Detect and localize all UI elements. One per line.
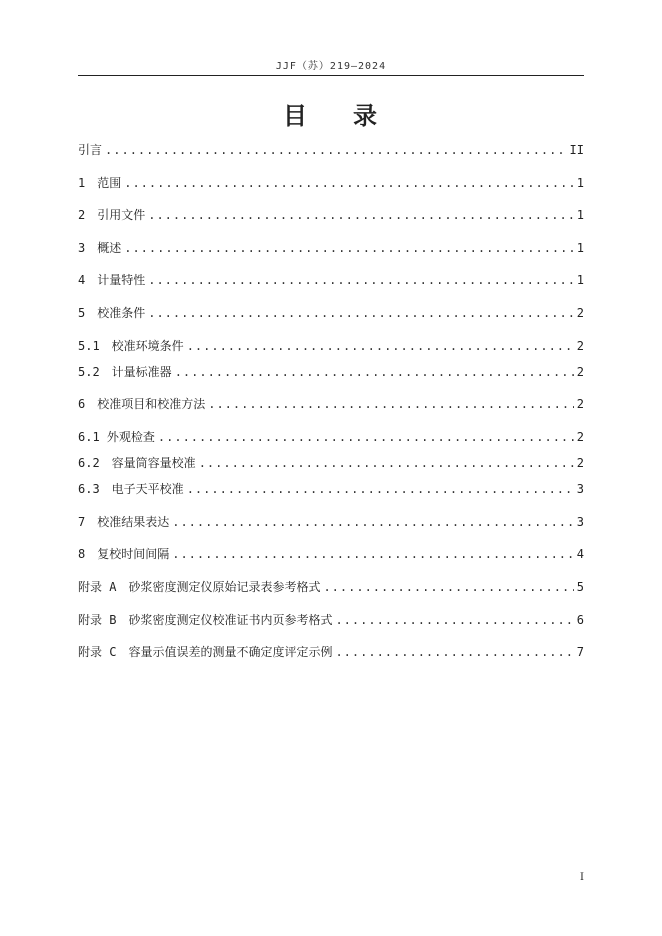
toc-entry-label: 5.2 计量标准器 <box>78 365 172 379</box>
toc-entry-label: 6 校准项目和校准方法 <box>78 397 206 411</box>
toc-leader-dots <box>208 395 574 413</box>
toc-leader-dots <box>335 643 573 661</box>
toc-entry-result-expression[interactable] <box>78 513 584 531</box>
toc-entry-page: 3 <box>576 515 584 529</box>
page-number: I <box>580 872 584 883</box>
toc-leader-dots <box>187 337 574 355</box>
toc-entry-calibration-items-methods[interactable] <box>78 395 584 413</box>
toc-entry-label: 6.3 电子天平校准 <box>78 482 184 496</box>
toc-entry-page: 2 <box>576 430 584 444</box>
toc-entry-label: 附录 B 砂浆密度测定仪校准证书内页参考格式 <box>78 613 333 627</box>
toc-entry-label: 4 计量特性 <box>78 273 146 287</box>
toc-entry-page: 2 <box>576 339 584 353</box>
toc-leader-dots <box>148 271 574 289</box>
toc-entry-calibration-conditions[interactable] <box>78 304 584 322</box>
toc-entry-label: 5 校准条件 <box>78 306 146 320</box>
toc-entry-label: 引言 <box>78 143 103 157</box>
toc-entry-label: 8 复校时间间隔 <box>78 547 170 561</box>
toc-entry-label: 附录 A 砂浆密度测定仪原始记录表参考格式 <box>78 580 321 594</box>
toc-leader-dots <box>124 174 574 192</box>
toc-entry-label: 6.2 容量筒容量校准 <box>78 456 196 470</box>
toc-entry-overview[interactable] <box>78 239 584 257</box>
toc-entry-label: 3 概述 <box>78 241 122 255</box>
toc-entry-page: 5 <box>576 580 584 594</box>
toc-leader-dots <box>148 206 574 224</box>
toc-leader-dots <box>172 545 574 563</box>
toc-entry-measurement-standards[interactable] <box>78 363 584 381</box>
toc-entry-appendix-a[interactable] <box>78 578 584 596</box>
toc-entry-page: 6 <box>576 613 584 627</box>
toc-entry-preface[interactable] <box>78 141 584 159</box>
title-char-1: 目 <box>283 102 309 130</box>
toc-entry-balance-calibration[interactable] <box>78 480 584 498</box>
toc-leader-dots <box>124 239 574 257</box>
toc-leader-dots <box>148 304 574 322</box>
title-char-2: 录 <box>353 102 379 130</box>
toc-entry-page: 1 <box>576 273 584 287</box>
toc-leader-dots <box>158 428 574 446</box>
toc-entry-appendix-b[interactable] <box>78 611 584 629</box>
toc-entry-page: 7 <box>576 645 584 659</box>
toc-entry-page: 1 <box>576 176 584 190</box>
toc-entry-page: 1 <box>576 241 584 255</box>
toc-entry-page: 1 <box>576 208 584 222</box>
toc-entry-environment-conditions[interactable] <box>78 337 584 355</box>
toc-entry-page: 2 <box>576 306 584 320</box>
toc-entry-appendix-c[interactable] <box>78 643 584 661</box>
toc-entry-page: 2 <box>576 397 584 411</box>
toc-entry-references[interactable] <box>78 206 584 224</box>
toc-entry-recalibration-interval[interactable] <box>78 545 584 563</box>
toc-leader-dots <box>105 141 567 159</box>
toc-entry-label: 6.1 外观检查 <box>78 430 155 444</box>
toc-leader-dots <box>335 611 573 629</box>
toc-entry-label: 2 引用文件 <box>78 208 146 222</box>
toc-entry-metrological-characteristics[interactable] <box>78 271 584 289</box>
toc-entry-visual-inspection[interactable] <box>78 428 584 446</box>
toc-entry-label: 附录 C 容量示值误差的测量不确定度评定示例 <box>78 645 333 659</box>
toc-entry-label: 5.1 校准环境条件 <box>78 339 184 353</box>
toc-entry-label: 1 范围 <box>78 176 122 190</box>
toc-entry-label: 7 校准结果表达 <box>78 515 170 529</box>
toc-leader-dots <box>172 513 574 531</box>
toc-entry-page: 3 <box>576 482 584 496</box>
document-code-header: JJF（苏）219—2024 <box>275 61 387 72</box>
toc-entry-scope[interactable] <box>78 174 584 192</box>
toc-entry-page: II <box>569 143 584 157</box>
toc-leader-dots <box>175 363 574 381</box>
toc-leader-dots <box>199 454 574 472</box>
toc-leader-dots <box>323 578 573 596</box>
toc-leader-dots <box>187 480 574 498</box>
page-title <box>78 96 584 131</box>
header-divider <box>78 75 584 76</box>
toc-entry-page: 4 <box>576 547 584 561</box>
toc-entry-cylinder-volume-calibration[interactable] <box>78 454 584 472</box>
toc-entry-page: 2 <box>576 456 584 470</box>
toc-entry-page: 2 <box>576 365 584 379</box>
